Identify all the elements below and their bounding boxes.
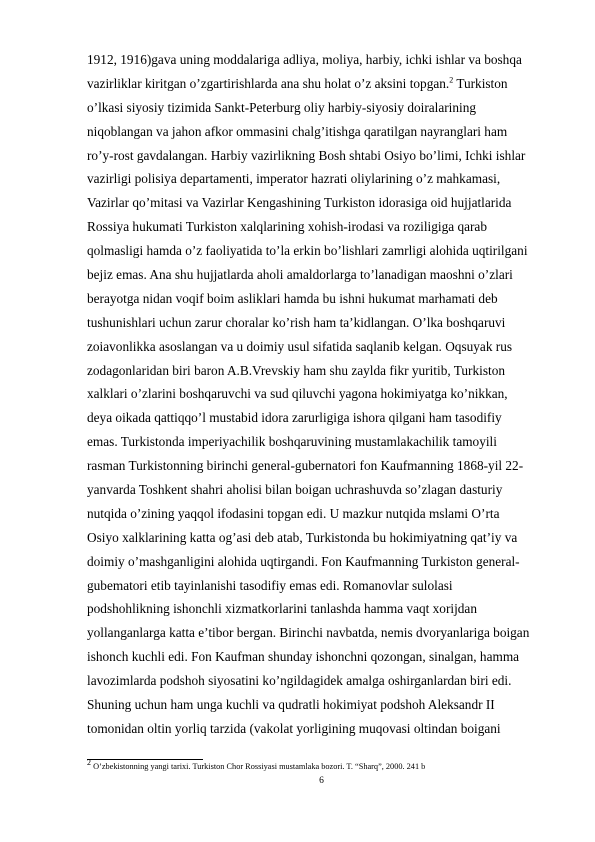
text-line: qolmasligi hamda o’z faoliyatida to’la erkin bo’lishlari zamrligi alohida uqtirilgani [87,243,528,259]
text-line: zodagonlaridan biri baron A.B.Vrevskiy ham shu zaylda fikr yuritib, Turkiston [87,362,505,378]
text-line: doimiy o’mashganligini alohida uqtirgandi. Fon Kaufmanning Turkiston general- [87,553,520,569]
text-line: Shuning uchun ham unga kuchli va qudratli hokimiyat podshoh Aleksandr II [87,697,495,713]
footnote-divider [87,759,203,760]
text-line: ishonch kuchli edi. Fon Kaufman shunday ishonchni qozongan, sinalgan, hamma [87,649,520,665]
text-line: tushunishlari uchun zarur choralar ko’rish ham ta’kidlangan. O’lka boshqaruvi [87,314,506,330]
page-number: 6 [319,776,324,786]
text-line: lavozimlarda podshoh siyosatini ko’ngildagidek amalga oshirganlardan biri edi. [87,673,512,689]
text-line: berayotga nidan voqif boim asliklari hamda bu ishni hukumat marhamati deb [87,290,498,306]
text-line [87,72,556,96]
footnote [87,758,556,772]
body-text [87,48,556,741]
text-line: yollanganlarga katta e’tibor bergan. Birinchi navbatda, nemis dvoryanlariga boigan [87,625,530,641]
text-line: yanvarda Toshkent shahri aholisi bilan boigan uchrashuvda so’zlagan dasturiy [87,482,503,498]
text-line: Vazirlar qo’mitasi va Vazirlar Kengashining Turkiston idorasiga oid hujjatlarida [87,195,512,211]
text-line: zoiavonlikka asoslangan va u doimiy usul sifatida saqlanib kelgan. Oqsuyak rus [87,338,513,354]
footnote-text: O’zbekistonning yangi tarixi. Turkiston Chor Rossiyasi mustamlaka bozori. T. “Sharq”, 2000. 241 b [93,762,426,771]
footnote-number: 2 [87,758,91,768]
text-line: ro’y-rost gavdalangan. Harbiy vazirlikning Bosh shtabi Osiyo bo’limi, Ichki ishlar [87,147,526,163]
text-line-tail: Turkiston [456,75,508,91]
text-line-content: vazirliklar kiritgan o’zgartirishlarda ana shu holat o’z aksini topgan. [87,75,450,91]
text-line: gubematori etib tayinlanishi tasodifiy emas edi. Romanovlar sulolasi [87,577,453,593]
text-line: rasman Turkistonning birinchi general-gubernatori fon Kaufmanning 1868-yil 22- [87,458,524,474]
text-line: niqoblangan va jahon afkor ommasini chalg’itishga qaratilgan nayranglari ham [87,123,508,139]
text-line: emas. Turkistonda imperiyachilik boshqaruvining mustamlakachilik tamoyili [87,434,497,450]
text-line: Osiyo xalklarining katta og’asi deb atab, Turkistonda bu hokimiyatning qat’iy va [87,529,518,545]
text-line: bejiz emas. Ana shu hujjatlarda aholi amaldorlarga to’lanadigan maoshni o’zlari [87,267,513,283]
text-line: 1912, 1916)gava uning moddalariga adliya, moliya, harbiy, ichki ishlar va boshqa [87,52,522,67]
text-line: vazirligi polisiya departamenti, imperator hazrati oliylarining o’z mahkamasi, [87,171,501,187]
footnote-reference[interactable]: 2 [449,75,454,85]
text-line: tomonidan oltin yorliq tarzida (vakolat yorligining muqovasi oltindan boigani [87,720,501,736]
text-line: deya oikada qattiqqo’l mustabid idora zarurligiga ishora qilgani ham tasodifiy [87,410,502,426]
text-line: o’lkasi siyosiy tizimida Sankt-Peterburg oliy harbiy-siyosiy doiralarining [87,99,477,115]
text-line: xalklari o’zlarini boshqaruvchi va sud qiluvchi yagona hokimiyatga ko’nikkan, [87,386,508,402]
text-line: nutqida o’zining yaqqol ifodasini topgan edi. U mazkur nutqida mslami O’rta [87,505,500,521]
text-line: Rossiya hukumati Turkiston xalqlarining xohish-irodasi va roziligiga qarab [87,219,487,235]
text-line: podshohlikning ishonchli xizmatkorlarini tanlashda hamma vaqt xorijdan [87,601,477,617]
